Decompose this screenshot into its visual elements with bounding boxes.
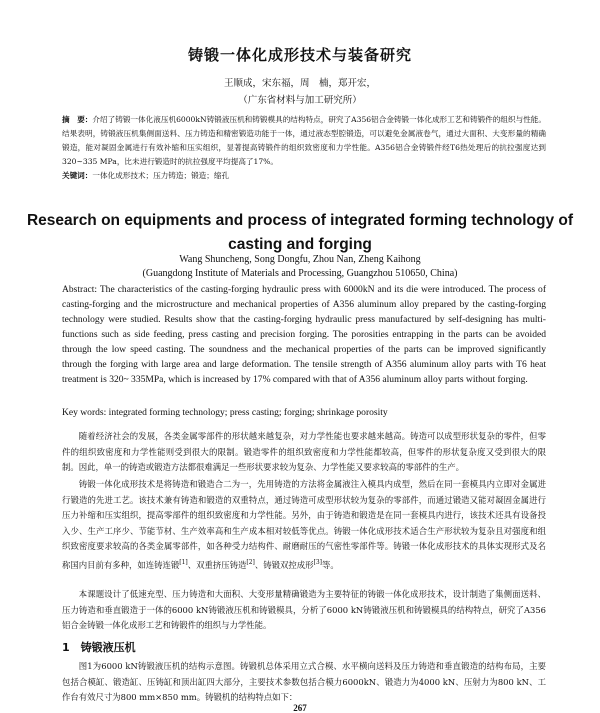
chinese-abstract <box>62 113 546 169</box>
chinese-abstract-label: 摘 要： <box>62 115 93 124</box>
english-title: Research on equipments and process of integrated forming technology of casting and forging <box>26 212 574 253</box>
body-paragraph-3: 本课题设计了低速充型、压力铸造和大面积、大变形量精确锻造为主要特征的铸锻一体化成形技术，设计制造了集侧面送料、压力铸造和垂直锻造于一体的6000 kN铸锻液压机和铸锻模具，分析了6000 kN铸锻液压机和铸锻模具的结构特点，研究了A356铝合金铸锻一体化成形工艺和铸锻件的组织与力学性能。 <box>62 589 546 630</box>
english-abstract <box>62 282 546 387</box>
chinese-keywords <box>62 170 546 181</box>
chinese-affiliation: （广东省材料与加工研究所） <box>238 95 362 106</box>
section-heading-1: 1 铸锻液压机 <box>62 641 136 654</box>
chinese-keywords-text: 一体化成形技术；压力铸造；锻造；缩孔 <box>92 171 230 180</box>
body-paragraph-2 <box>62 477 546 573</box>
chinese-title: 铸锻一体化成形技术与装备研究 <box>187 46 412 64</box>
body-paragraph-2-text-d: 等。 <box>322 559 339 570</box>
english-abstract-text: The characteristics of the casting-forging hydraulic press with 6000kN and its die were introduced. The process of casting-forging and the microstructure and mechanical properties of A356 aluminum alloy prepared by the casting-forging technology were studied. Results show that the casting-forging hydraulic press manufactured by self-designing has multi-functions such as side feeding, press casting and precision forging. The porosities entrapping in the parts can be avoided through the low speed casting. The soundness and the mechanical properties of the parts can be improved significantly through the forging with large area and large deformation. The tensile strength of A356 aluminum alloy parts with T6 heat treatment is 320~ 335MPa, which is increased by 17% compared with that of A356 aluminum alloy parts without forging. <box>62 284 546 385</box>
english-authors: Wang Shuncheng, Song Dongfu, Zhou Nan, Zheng Kaihong <box>179 254 421 265</box>
chinese-keywords-label: 关键词： <box>62 171 93 180</box>
english-abstract-label: Abstract: <box>62 284 97 295</box>
body-paragraph-2-text-c: 、铸锻双控成形 <box>254 559 314 570</box>
english-keywords <box>62 407 546 418</box>
body-paragraph-2-text-b: 、双重挤压铸造 <box>187 559 247 570</box>
english-keywords-text: integrated forming technology; press casting; forging; shrinkage porosity <box>108 407 388 418</box>
reference-2[interactable]: [2] <box>246 558 255 566</box>
reference-3[interactable]: [3] <box>313 558 322 566</box>
body-paragraph-4: 图1为6000 kN铸锻液压机的结构示意图。铸锻机总体采用立式合模、水平横向送料及压力铸造和垂直锻造的结构布局，主要包括合模缸、锻造缸、压铸缸和顶出缸四大部分，主要技术参数包括合模力6000kN、锻造力为4000 kN、压射力为800 kN、工作台有效尺寸为800 mm×850 mm。铸锻机的结构特点如下： <box>62 661 546 702</box>
chinese-authors: 王顺成，宋东福，周 楠，郑开宏， <box>223 78 376 89</box>
reference-1[interactable]: [1] <box>179 558 188 566</box>
body-paragraph-1: 随着经济社会的发展，各类金属零部件的形状越来越复杂，对力学性能也要求越来越高。铸造可以成型形状复杂的零件，但零件的组织致密度和力学性能则受到很大的限制。锻造零件的组织致密度和力学性能都较高，但零件的形状复杂度又受到很大的限制。因此，单一的铸造或锻造方法都很难满足一些形状要求较为复杂、力学性能又要求较高的零部件的生产。 <box>62 431 546 472</box>
page-number: 267 <box>293 703 307 713</box>
english-affiliation: (Guangdong Institute of Materials and Processing, Guangzhou 510650, China) <box>142 268 458 279</box>
body-paragraph-2-text: 铸锻一体化成形技术是将铸造和锻造合二为一，先用铸造的方法将金属液注入模具内成型，然后在同一套模具内立即对金属进行锻造的先进工艺。该技术兼有铸造和锻造的双重特点，通过铸造可成型形状较为复杂的零部件，而通过锻造又能对凝固金属进行压力补缩和压实组织，提高零部件的组织致密度和力学性能。另外，由于铸造和锻造是在同一套模具内进行，该技术还具有设备投入少、生产工序少、节能节材、生产效率高和生产成本相对较低等优点。铸锻一体化成形技术适合生产形状较为复杂且对强度和组织致密度要求较高的各类金属零部件，如各种受力结构件、耐磨耐压的气密性零部件等。铸锻一体化成形技术的具体实现形式及名称国内目前有多种，如连铸连锻 <box>62 479 546 570</box>
english-keywords-label: Key words: <box>62 407 107 418</box>
chinese-abstract-text: 介绍了铸锻一体化液压机6000kN铸锻液压机和铸锻模具的结构特点，研究了A356铝合金铸锻一体化成形工艺和铸锻件的组织与性能。结果表明，铸锻液压机集侧面送料、压力铸造和精密锻造功能于一体，通过液态型腔锻造，可以避免金属液卷气，通过大面积、大变形量的精确锻造，能对凝固金属进行有效补缩和压实组织，显著提高铸锻件的组织致密度和力学性能。A356铝合金铸锻件经T6热处理后的抗拉强度达到320~335 MPa，比未进行锻造时的抗拉强度平均提高了17%。 <box>62 115 547 166</box>
